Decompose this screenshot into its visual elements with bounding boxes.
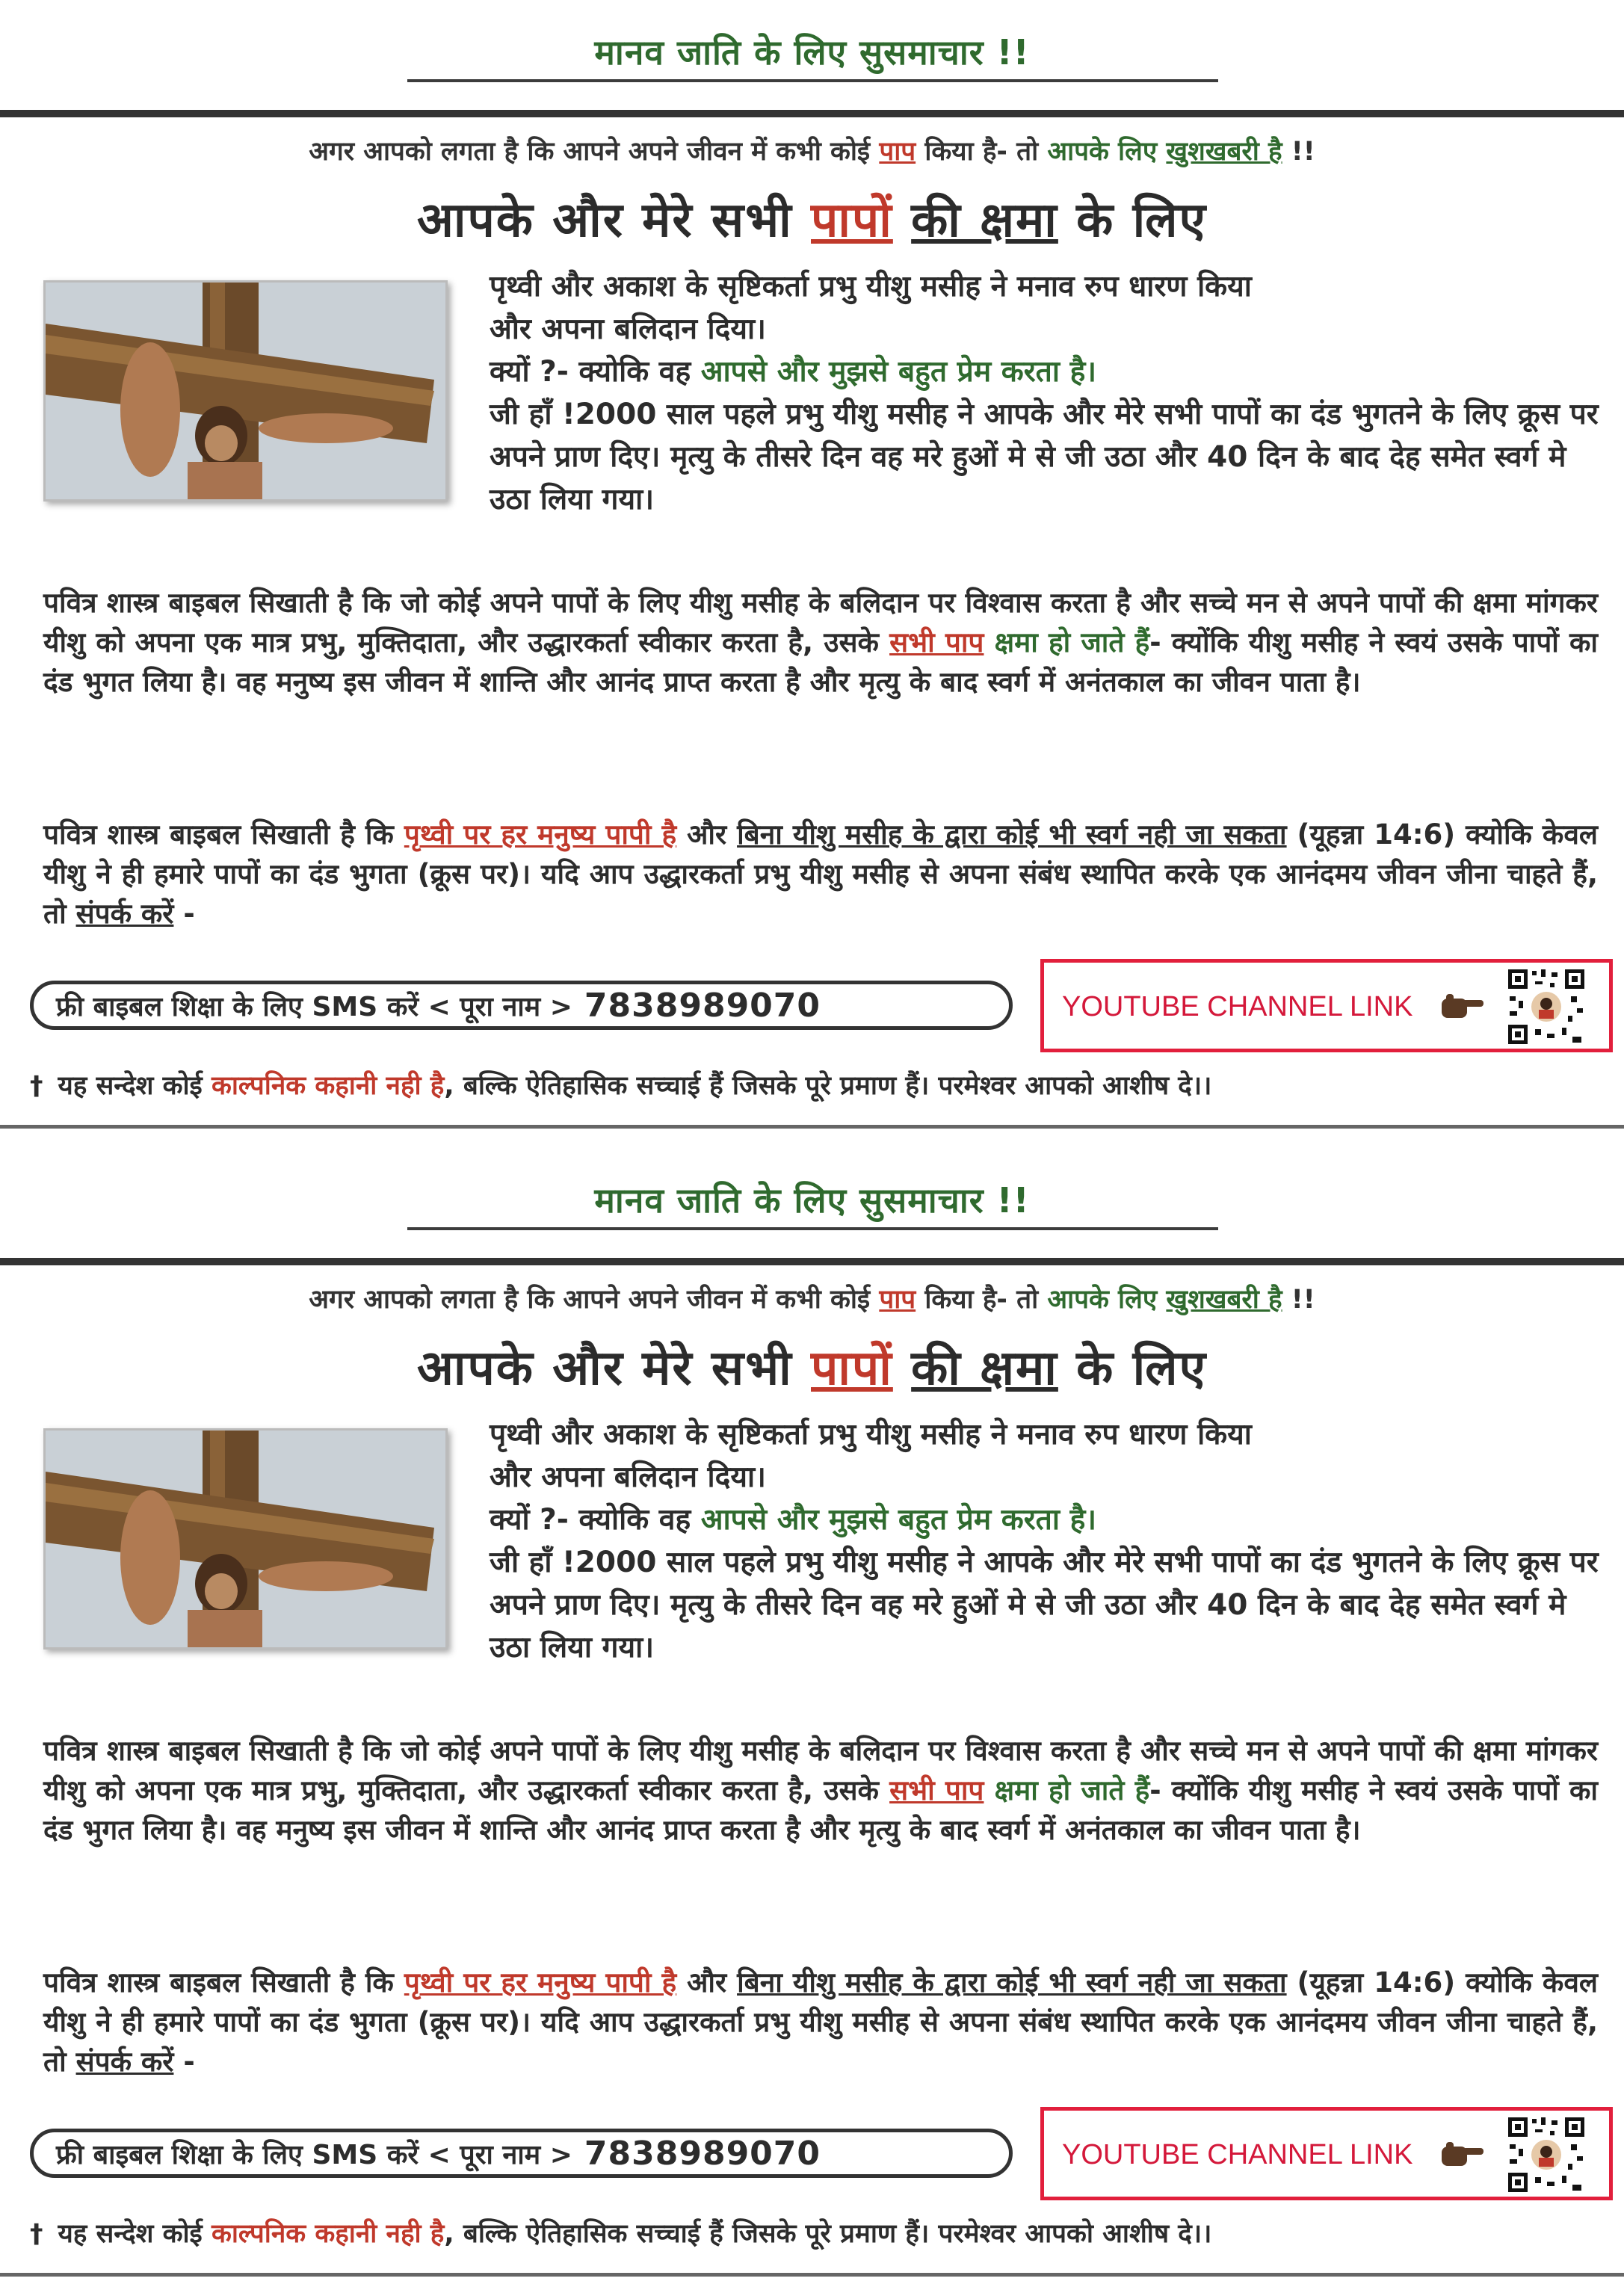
footer-text-1: यह सन्देश कोई	[58, 2219, 212, 2249]
side-line-2: और अपना बलिदान दिया।	[490, 1460, 766, 1494]
side-text	[490, 265, 1611, 521]
crucifixion-image	[46, 283, 445, 499]
paragraph-bible-teaching	[43, 1731, 1598, 1850]
frame-bottom-border	[0, 2273, 1624, 2277]
para1-text-2: - क्योंकि यीशु मसीह ने स्वयं उसके पापों का दंड भुगत लिया है। वह मनुष्य इस जीवन में शान्ति और आनंद प्राप्त करता है और मृत्यु के बाद स्वर्ग में अनंतकाल का जीवन पाता है।	[43, 1774, 1599, 1846]
intro-text-3: !!	[1282, 1285, 1315, 1315]
side-body: जी हाँ !2000 साल पहले प्रभु यीशु मसीह ने आपके और मेरे सभी पापों का दंड भुगतने के लिए क्रूस पर अपने प्राण दिए। मृत्यु के तीसरे दिन वह मरे हुओं मे से जी उठा और 40 दिन के बाद देह समेत स्वर्ग मे उठा लिया गया।	[490, 1546, 1599, 1664]
para2-text-1: पवित्र शास्त्र बाइबल सिखाती है कि	[43, 818, 404, 851]
para2-text-2: और	[676, 1966, 738, 1999]
youtube-link-label[interactable]: YOUTUBE CHANNEL LINK	[1062, 2139, 1413, 2170]
sms-box	[30, 981, 1013, 1030]
side-line-2: और अपना बलिदान दिया।	[490, 312, 766, 346]
headline-space	[893, 193, 911, 248]
phone-number[interactable]: 7838989070	[584, 986, 821, 1025]
para2-text-3: (यूहन्ना 14:6) क्योकि केवल यीशु ने ही हमारे पापों का दंड भुगता (क्रूस पर)। यदि आप उद्धारकर्ता प्रभु यीशु मसीह से अपना संबंध स्थापित करके एक आनंदमय जीवन जीना चाहते हैं, तो	[43, 818, 1599, 930]
intro-text-1: अगर आपको लगता है कि आपने अपने जीवन में कभी कोई	[309, 137, 880, 167]
youtube-link-label[interactable]: YOUTUBE CHANNEL LINK	[1062, 991, 1413, 1022]
qr-code-icon[interactable]	[1505, 2114, 1587, 2195]
footer-line	[30, 2215, 1599, 2250]
footer-text-2: , बल्कि ऐतिहासिक सच्चाई हैं जिसके पूरे प्रमाण हैं। परमेश्वर आपको आशीष दे।।	[444, 2219, 1212, 2249]
para2-red: पृथ्वी पर हर मनुष्य पापी है	[404, 1966, 677, 1999]
youtube-link-box[interactable]	[1040, 959, 1613, 1052]
intro-green-text: आपके लिए	[1047, 1285, 1167, 1315]
intro-text-3: !!	[1282, 137, 1315, 167]
para1-space	[984, 1774, 994, 1806]
side-text	[490, 1413, 1611, 1669]
side-why	[490, 1499, 1611, 1541]
para2-text-4: -	[173, 898, 195, 930]
paragraph-bible-teaching	[43, 583, 1598, 702]
para2-text-3: (यूहन्ना 14:6) क्योकि केवल यीशु ने ही हमारे पापों का दंड भुगता (क्रूस पर)। यदि आप उद्धारकर्ता प्रभु यीशु मसीह से अपना संबंध स्थापित करके एक आनंदमय जीवन जीना चाहते हैं, तो	[43, 1966, 1599, 2078]
intro-line	[0, 1281, 1624, 1316]
title-underline	[407, 79, 1218, 82]
headline-text-1: आपके और मेरे सभी	[417, 1341, 811, 1396]
footer-line	[30, 1067, 1599, 1102]
side-why-text: क्यों ?- क्योकि वह	[490, 355, 701, 389]
sms-box	[30, 2129, 1013, 2178]
intro-green-text: आपके लिए	[1047, 137, 1167, 167]
headline-text-2: के लिए	[1058, 1341, 1207, 1396]
sms-text: फ्री बाइबल शिक्षा के लिए SMS करें < पूरा नाम >	[56, 2139, 572, 2170]
title-underline	[407, 1227, 1218, 1230]
headline-underlined: की क्षमा	[911, 193, 1058, 248]
para1-red: सभी पाप	[889, 1774, 984, 1806]
para1-red: सभी पाप	[889, 626, 984, 658]
para1-text-1: पवित्र शास्त्र बाइबल सिखाती है कि जो कोई अपने पापों के लिए यीशु मसीह के बलिदान पर विश्वास करता है और सच्चे मन से अपने पापों की क्षमा मांगकर यीशु को अपना एक मात्र प्रभु, मुक्तिदाता, और उद्धारकर्ता स्वीकार करता है, उसके	[43, 587, 1598, 658]
headline-red-word: पापों	[811, 1341, 893, 1396]
paragraph-sinners	[43, 815, 1598, 933]
contact-link[interactable]: संपर्क करें	[75, 898, 174, 930]
sms-text: फ्री बाइबल शिक्षा के लिए SMS करें < पूरा नाम >	[56, 991, 572, 1022]
paragraph-sinners	[43, 1963, 1598, 2081]
side-body: जी हाँ !2000 साल पहले प्रभु यीशु मसीह ने आपके और मेरे सभी पापों का दंड भुगतने के लिए क्रूस पर अपने प्राण दिए। मृत्यु के तीसरे दिन वह मरे हुओं मे से जी उठा और 40 दिन के बाद देह समेत स्वर्ग मे उठा लिया गया।	[490, 398, 1599, 516]
phone-number[interactable]: 7838989070	[584, 2134, 821, 2173]
para2-text-4: -	[173, 2046, 195, 2078]
frame-top-border	[0, 110, 1624, 117]
footer-text-2: , बल्कि ऐतिहासिक सच्चाई हैं जिसके पूरे प्रमाण हैं। परमेश्वर आपको आशीष दे।।	[444, 1071, 1212, 1101]
intro-text-1: अगर आपको लगता है कि आपने अपने जीवन में कभी कोई	[309, 1285, 880, 1315]
youtube-link-box[interactable]	[1040, 2107, 1613, 2200]
para2-underlined: बिना यीशु मसीह के द्वारा कोई भी स्वर्ग नही जा सकता	[737, 818, 1287, 851]
pointing-hand-icon	[1440, 2135, 1485, 2172]
para1-space	[984, 626, 994, 658]
qr-code-icon[interactable]	[1505, 966, 1587, 1047]
pointing-hand-icon	[1440, 987, 1485, 1024]
para2-text-2: और	[676, 818, 738, 851]
para1-green: क्षमा हो जाते हैं	[994, 626, 1150, 658]
intro-text-2: किया है- तो	[916, 137, 1048, 167]
contact-link[interactable]: संपर्क करें	[75, 2046, 174, 2078]
intro-red-word: पाप	[879, 137, 916, 167]
headline-space	[893, 1341, 911, 1396]
para2-red: पृथ्वी पर हर मनुष्य पापी है	[404, 818, 677, 851]
cross-icon: †	[30, 1071, 43, 1101]
frame-top-border	[0, 1258, 1624, 1265]
para2-underlined: बिना यीशु मसीह के द्वारा कोई भी स्वर्ग नही जा सकता	[737, 1966, 1287, 1999]
frame-bottom-border	[0, 1125, 1624, 1129]
intro-line	[0, 133, 1624, 168]
cross-icon: †	[30, 2219, 43, 2249]
para1-text-2: - क्योंकि यीशु मसीह ने स्वयं उसके पापों का दंड भुगत लिया है। वह मनुष्य इस जीवन में शान्ति और आनंद प्राप्त करता है और मृत्यु के बाद स्वर्ग में अनंतकाल का जीवन पाता है।	[43, 626, 1599, 698]
top-title: मानव जाति के लिए सुसमाचार !!	[594, 1180, 1030, 1220]
flyer-bottom	[0, 1148, 1624, 2296]
intro-good-news: खुशखबरी है	[1166, 137, 1282, 167]
side-line-1: पृथ्वी और अकाश के सृष्टिकर्ता प्रभु यीशु मसीह ने मनाव रुप धारण किया	[490, 1418, 1252, 1451]
side-line-1: पृथ्वी और अकाश के सृष्टिकर्ता प्रभु यीशु मसीह ने मनाव रुप धारण किया	[490, 270, 1252, 303]
para1-text-1: पवित्र शास्त्र बाइबल सिखाती है कि जो कोई अपने पापों के लिए यीशु मसीह के बलिदान पर विश्वास करता है और सच्चे मन से अपने पापों की क्षमा मांगकर यीशु को अपना एक मात्र प्रभु, मुक्तिदाता, और उद्धारकर्ता स्वीकार करता है, उसके	[43, 1735, 1598, 1806]
headline-text-2: के लिए	[1058, 193, 1207, 248]
side-why-green: आपसे और मुझसे बहुत प्रेम करता है।	[700, 1503, 1097, 1537]
headline-underlined: की क्षमा	[911, 1341, 1058, 1396]
para1-green: क्षमा हो जाते हैं	[994, 1774, 1150, 1806]
crucifixion-photo	[43, 280, 448, 502]
headline-red-word: पापों	[811, 193, 893, 248]
headline	[0, 1333, 1624, 1398]
headline	[0, 185, 1624, 250]
intro-red-word: पाप	[879, 1285, 916, 1315]
side-why	[490, 351, 1611, 393]
footer-text-1: यह सन्देश कोई	[58, 1071, 212, 1101]
para2-text-1: पवित्र शास्त्र बाइबल सिखाती है कि	[43, 1966, 404, 1999]
footer-red: काल्पनिक कहानी नही है	[211, 1071, 445, 1101]
top-title: मानव जाति के लिए सुसमाचार !!	[594, 32, 1030, 72]
headline-text-1: आपके और मेरे सभी	[417, 193, 811, 248]
side-why-text: क्यों ?- क्योकि वह	[490, 1503, 701, 1537]
crucifixion-image	[46, 1431, 445, 1647]
intro-text-2: किया है- तो	[916, 1285, 1048, 1315]
intro-good-news: खुशखबरी है	[1166, 1285, 1282, 1315]
side-why-green: आपसे और मुझसे बहुत प्रेम करता है।	[700, 355, 1097, 389]
crucifixion-photo	[43, 1428, 448, 1650]
footer-red: काल्पनिक कहानी नही है	[211, 2219, 445, 2249]
